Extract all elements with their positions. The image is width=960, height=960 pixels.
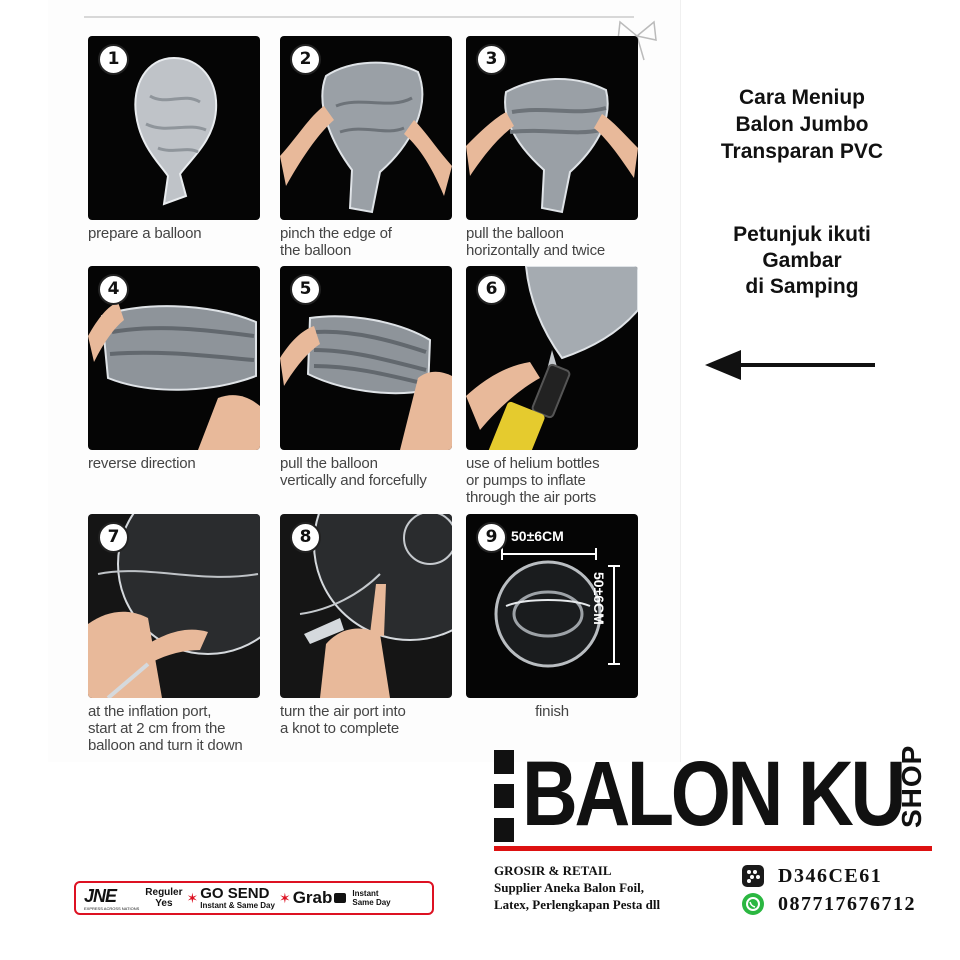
step-number: 6 [476,274,507,305]
step-caption: prepare a balloon [88,225,202,242]
sheet-top-line [84,16,634,18]
height-dimension-label: 50±6CM [591,572,607,625]
business-desc-1: Supplier Aneka Balon Foil, [494,880,645,895]
side-title: Cara Meniup Balon Jumbo Transparan PVC [720,86,884,163]
whatsapp-icon [742,893,764,915]
brand-logo [494,743,934,845]
shipping-options [74,881,434,915]
step-photo [88,266,260,450]
step-photo [466,36,638,220]
contact-list [742,862,916,918]
gosend-service: Instant & Same Day [200,900,275,910]
brand-suffix: SHOP [896,744,927,828]
width-dimension-label: 50±6CM [511,528,564,544]
step-number: 7 [98,522,129,553]
step-caption: use of helium bottles or pumps to inflate through the air ports [466,455,600,506]
step-number: 2 [290,44,321,75]
side-note: Petunjuk ikuti Gambar di Samping [733,223,871,298]
step-photo [280,266,452,450]
separator-star-icon: ✶ [186,889,199,906]
step-caption: finish [535,703,569,720]
separator-star-icon: ✶ [278,889,291,906]
shipping-gosend [200,884,275,910]
step-caption: turn the air port into a knot to complete [280,703,406,737]
step-caption: reverse direction [88,455,196,472]
step-photo [280,36,452,220]
business-info [494,862,660,913]
step-photo [88,514,260,698]
step-number: 8 [290,522,321,553]
grab-box-icon [334,893,346,903]
step-caption: pinch the edge of the balloon [280,225,392,259]
jne-tagline: EXPRESS ACROSS NATIONS [84,905,140,911]
step-number: 9 [476,522,507,553]
step-photo [88,36,260,220]
grab-logo: Grab [292,888,333,907]
step-photo [466,514,638,698]
business-desc-2: Latex, Perlengkapan Pesta dll [494,897,661,912]
brand-bars [494,750,514,842]
brand-divider [494,846,932,851]
contact-whatsapp [742,890,916,918]
step-number: 4 [98,274,129,305]
step-caption: pull the balloon horizontally and twice [466,225,606,259]
step-caption: at the inflation port, start at 2 cm from the balloon and turn it down [88,703,243,754]
grab-service: Instant Same Day [352,889,391,907]
step-photo [280,514,452,698]
shipping-grab [293,888,391,908]
step-number: 1 [98,44,129,75]
contact-bbm [742,862,916,890]
shipping-jne [84,886,183,911]
whatsapp-number: 087717676712 [778,892,916,915]
bbm-pin: D346CE61 [778,864,883,887]
brand-name: BALON KU [522,743,903,845]
step-caption: pull the balloon vertically and forcefully [280,455,427,489]
bbm-icon [742,865,764,887]
arrow-left-icon [705,348,877,382]
jne-logo: JNE [84,885,117,906]
business-type: GROSIR & RETAIL [494,863,612,878]
gosend-logo: GO SEND [200,884,270,902]
jne-service: Reguler Yes [145,887,183,909]
step-photo [466,266,638,450]
step-number: 3 [476,44,507,75]
step-number: 5 [290,274,321,305]
